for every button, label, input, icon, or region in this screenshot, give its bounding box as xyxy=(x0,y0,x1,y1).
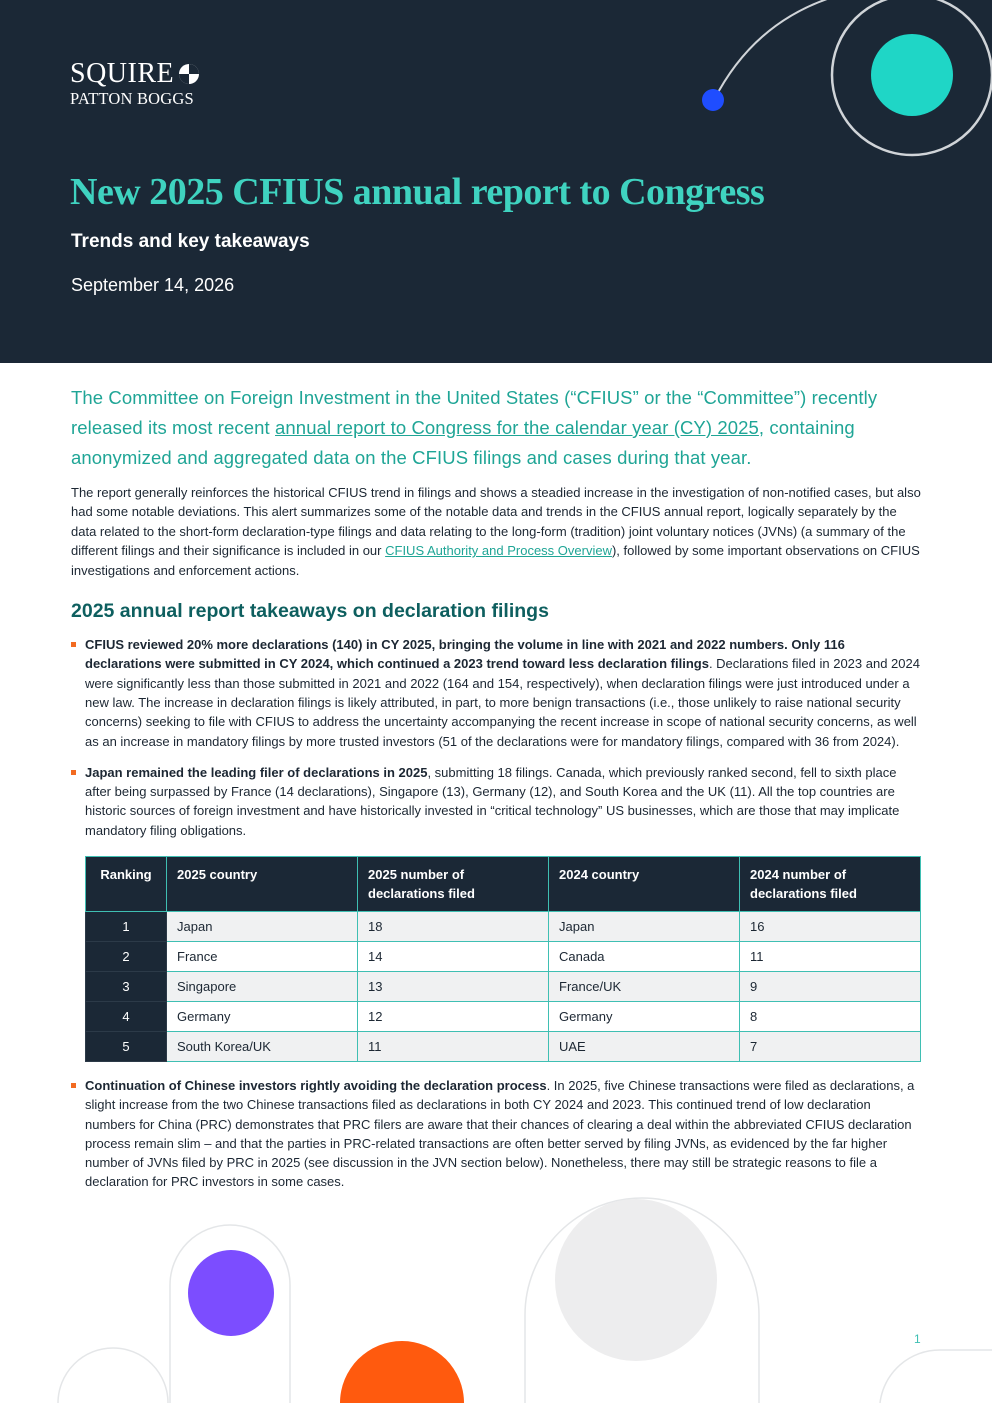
bullet-text: , submitting 18 filings. Canada, which previously ranked second, fell to sixth place after being surpassed by France (14 declarations), Singapore (13), Germany (12), and South Korea and the UK (11). All the top countries are historic sources of foreign investment and have historically invested in “critical technology” US businesses, which are those that may implicate mandatory filing obligations. xyxy=(85,764,900,838)
cell-2024-country: Germany xyxy=(549,1002,740,1032)
cell-2024-country: UAE xyxy=(549,1032,740,1062)
cell-2024-count: 8 xyxy=(740,1002,921,1032)
logo-text-patton-boggs: PATTON BOGGS xyxy=(70,89,194,108)
cell-2025-country: Germany xyxy=(167,1002,358,1032)
logo-mark-icon xyxy=(178,63,200,85)
declarations-table xyxy=(85,856,921,1062)
table-row xyxy=(86,912,921,942)
cell-2024-count: 7 xyxy=(740,1032,921,1062)
page-subtitle: Trends and key takeaways xyxy=(71,231,310,252)
cell-2025-country: Japan xyxy=(167,912,358,942)
cell-2025-count: 18 xyxy=(358,912,549,942)
bullet-square-icon xyxy=(71,770,76,775)
cell-ranking: 2 xyxy=(86,942,167,972)
cfius-overview-link[interactable]: CFIUS Authority and Process Overview xyxy=(385,543,612,559)
bullet-item xyxy=(71,635,923,751)
cell-2024-country: France/UK xyxy=(549,972,740,1002)
arc-line xyxy=(714,0,860,100)
cell-2024-count: 11 xyxy=(740,942,921,972)
annual-report-link[interactable]: annual report to Congress for the calendar year (CY) 2025 xyxy=(275,417,759,438)
grey-circle xyxy=(555,1199,717,1361)
lead-text-after: , containing anonymized and aggregated data on the CFIUS filings and cases during that year. xyxy=(71,417,855,468)
header-2024-declarations: 2024 number of declarations filed xyxy=(740,857,921,912)
bullet-square-icon xyxy=(71,1083,76,1088)
cell-2025-count: 11 xyxy=(358,1032,549,1062)
bullet-bold-text: CFIUS reviewed 20% more declarations (140) in CY 2025, bringing the volume in line with 2021 and 2022 numbers. Only 116 declarations were submitted in CY 2024, which continued a 2023 trend toward less declaration filings xyxy=(85,637,845,672)
orange-half-circle xyxy=(340,1341,464,1403)
bottom-right-arc xyxy=(880,1350,992,1403)
logo-text-squire: SQUIRE xyxy=(70,58,175,89)
bullet-bold-text: Japan remained the leading filer of declarations in 2025 xyxy=(85,764,428,780)
cell-2024-country: Japan xyxy=(549,912,740,942)
intro-text-after: ), followed by some important observations on CFIUS investigations and enforcement actions. xyxy=(71,543,920,578)
intro-text-before: The report generally reinforces the historical CFIUS trend in filings and shows a steadied increase in the investigation of non-notified cases, but also had some notable deviations. This alert summarizes some of the notable data and trends in the CFIUS annual report, logically separately by the data related to the short-form declaration-type filings and data relating to the long-form (tradition) joint voluntary notices (JVNs) (a summary of the different filings and their significance is included in our xyxy=(71,485,921,559)
header-banner xyxy=(0,0,992,363)
table-row xyxy=(86,972,921,1002)
page-number: 1 xyxy=(914,1332,921,1346)
cell-2024-count: 9 xyxy=(740,972,921,1002)
cell-2025-country: France xyxy=(167,942,358,972)
cell-2025-country: Singapore xyxy=(167,972,358,1002)
cell-ranking: 3 xyxy=(86,972,167,1002)
bottom-left-arc xyxy=(58,1348,168,1403)
header-ranking: Ranking xyxy=(86,857,167,912)
bullet-bold-text: Continuation of Chinese investors rightly avoiding the declaration process xyxy=(85,1078,547,1093)
bullet-item xyxy=(71,763,923,840)
teal-circle xyxy=(871,34,953,116)
bullet-item xyxy=(71,1076,923,1192)
purple-circle xyxy=(188,1250,274,1336)
publication-date: September 14, 2026 xyxy=(71,275,235,295)
footer-decoration xyxy=(0,1190,992,1403)
table-header-row xyxy=(86,857,921,912)
lead-paragraph xyxy=(71,383,923,473)
cell-ranking: 4 xyxy=(86,1002,167,1032)
page-title: New 2025 CFIUS annual report to Congress xyxy=(70,171,765,213)
blue-dot xyxy=(702,89,724,111)
header-2024-country: 2024 country xyxy=(549,857,740,912)
cell-2025-count: 14 xyxy=(358,942,549,972)
table-row xyxy=(86,942,921,972)
article-body xyxy=(71,383,923,1192)
cell-2024-country: Canada xyxy=(549,942,740,972)
cell-ranking: 5 xyxy=(86,1032,167,1062)
lead-text-before: The Committee on Foreign Investment in the United States (“CFIUS” or the “Committee”) recently released its most recent xyxy=(71,387,878,438)
cell-2024-count: 16 xyxy=(740,912,921,942)
header-2025-declarations: 2025 number of declarations filed xyxy=(358,857,549,912)
cell-2025-count: 12 xyxy=(358,1002,549,1032)
table-row xyxy=(86,1002,921,1032)
bullet-text: . In 2025, five Chinese transactions were filed as declarations, a slight increase from the two Chinese transactions filed as declarations in both CY 2024 and 2023. This continued trend of low declaration numbers for China (PRC) demonstrates that PRC filers are aware that their chances of clearing a deal within the abbreviated CFIUS declaration process remain slim – and that the parties in PRC-related transactions are often better served by filing JVNs, as evidenced by the far higher number of JVNs filed by PRC in 2025 (see discussion in the JVN section below). Nonetheless, there may still be strategic reasons to file a declaration for PRC investors in some cases. xyxy=(85,1078,915,1190)
cell-ranking: 1 xyxy=(86,912,167,942)
section-heading: 2025 annual report takeaways on declaration filings xyxy=(71,600,549,623)
bullet-square-icon xyxy=(71,642,76,647)
bullet-text: . Declarations filed in 2023 and 2024 were significantly less than those submitted in 2021 and 2022 (164 and 154, respectively), when declaration filings were just introduced under a new law. The increase in declaration filings is likely attributed, in part, to more benign transactions (i.e., those unlikely to raise national security concerns) seeking to file with CFIUS to address the uncertainty accompanying the recent increase in scope of national security concerns, as well as an increase in mandatory filings by more trusted investors (51 of the declarations were for mandatory filings, compared with 36 from 2024). xyxy=(85,656,920,749)
intro-paragraph xyxy=(71,483,923,580)
table-row xyxy=(86,1032,921,1062)
company-logo[interactable] xyxy=(70,60,200,108)
cell-2025-count: 13 xyxy=(358,972,549,1002)
cell-2025-country: South Korea/UK xyxy=(167,1032,358,1062)
header-2025-country: 2025 country xyxy=(167,857,358,912)
